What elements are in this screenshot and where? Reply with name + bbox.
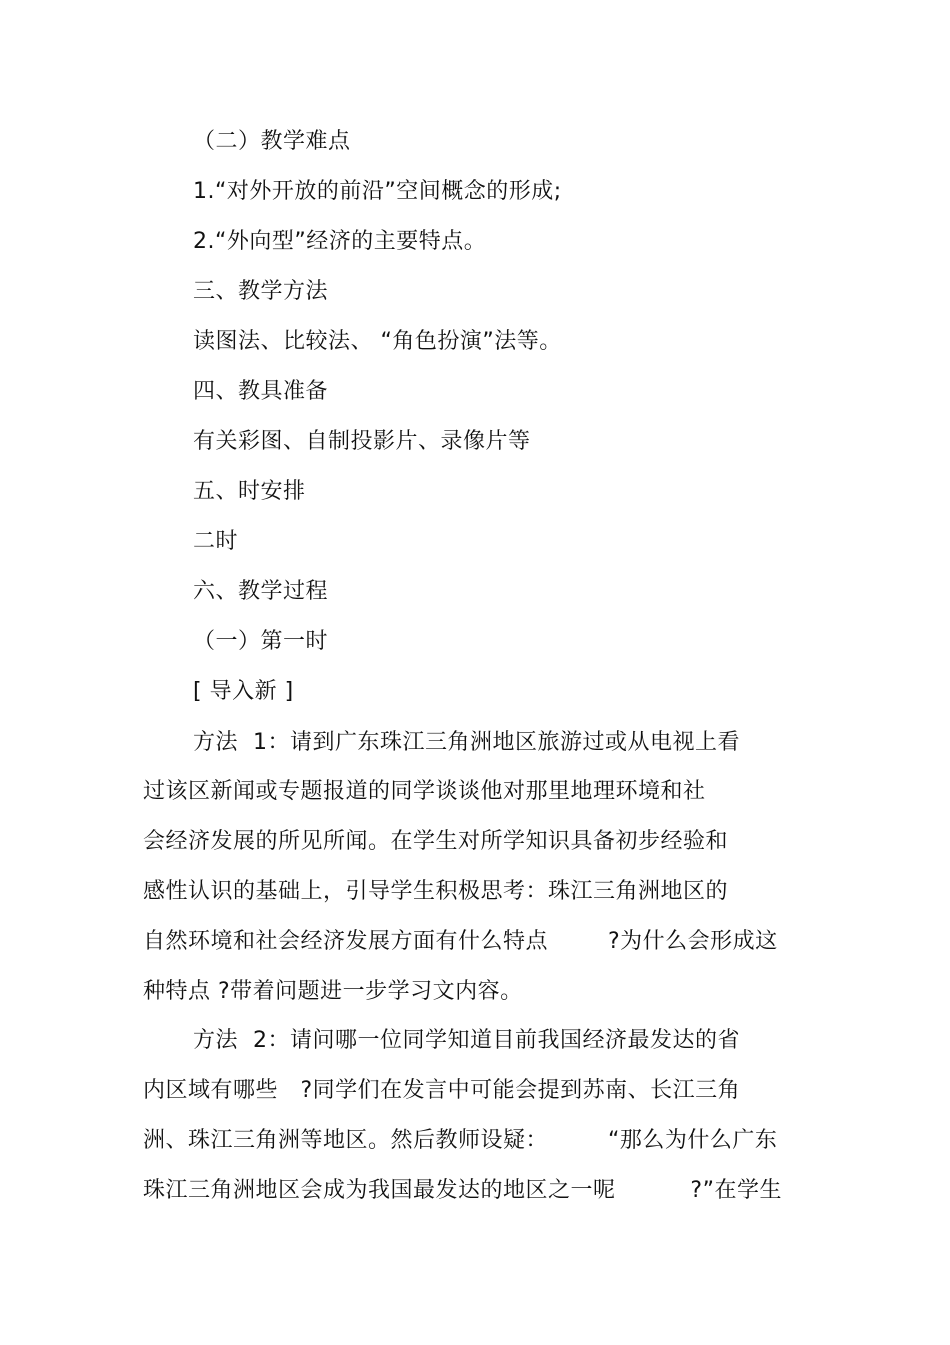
paragraph-line: 方法 2：请问哪一位同学知道目前我国经济最发达的省: [193, 1028, 740, 1053]
subheading-first-lesson: （一）第一时: [193, 629, 329, 654]
paragraph-line: 内区域有哪些 ?同学们在发言中可能会提到苏南、长江三角: [143, 1078, 741, 1103]
paragraph-line: 感性认识的基础上，引导学生积极思考：珠江三角洲地区的: [143, 879, 729, 904]
teaching-methods-text: 读图法、比较法、 “角色扮演”法等。: [193, 329, 562, 354]
schedule-text: 二时: [193, 529, 239, 554]
heading-teaching-methods: 三、教学方法: [193, 279, 329, 304]
difficulty-item-1: 1.“对外开放的前沿”空间概念的形成;: [193, 179, 562, 204]
subheading-teaching-difficulties: （二）教学难点: [193, 129, 351, 154]
paragraph-line: 洲、珠江三角洲等地区。然后教师设疑： “那么为什么广东: [143, 1128, 778, 1153]
paragraph-line: 种特点 ?带着问题进一步学习文内容。: [143, 979, 523, 1004]
paragraph-line: 过该区新闻或专题报道的同学谈谈他对那里地理环境和社: [143, 779, 706, 804]
subheading-introduction: [ 导入新 ]: [193, 679, 294, 704]
paragraph-line: 方法 1：请到广东珠江三角洲地区旅游过或从电视上看: [193, 730, 740, 755]
teaching-aids-text: 有关彩图、自制投影片、录像片等: [193, 429, 531, 454]
heading-schedule: 五、时安排: [193, 479, 306, 504]
difficulty-item-2: 2.“外向型”经济的主要特点。: [193, 229, 487, 254]
heading-teaching-aids: 四、教具准备: [193, 379, 329, 404]
paragraph-line: 自然环境和社会经济发展方面有什么特点 ?为什么会形成这: [143, 929, 778, 954]
paragraph-line: 会经济发展的所见所闻。在学生对所学知识具备初步经验和: [143, 829, 729, 854]
heading-teaching-process: 六、教学过程: [193, 579, 329, 604]
paragraph-line: 珠江三角洲地区会成为我国最发达的地区之一呢 ?”在学生: [143, 1178, 783, 1203]
